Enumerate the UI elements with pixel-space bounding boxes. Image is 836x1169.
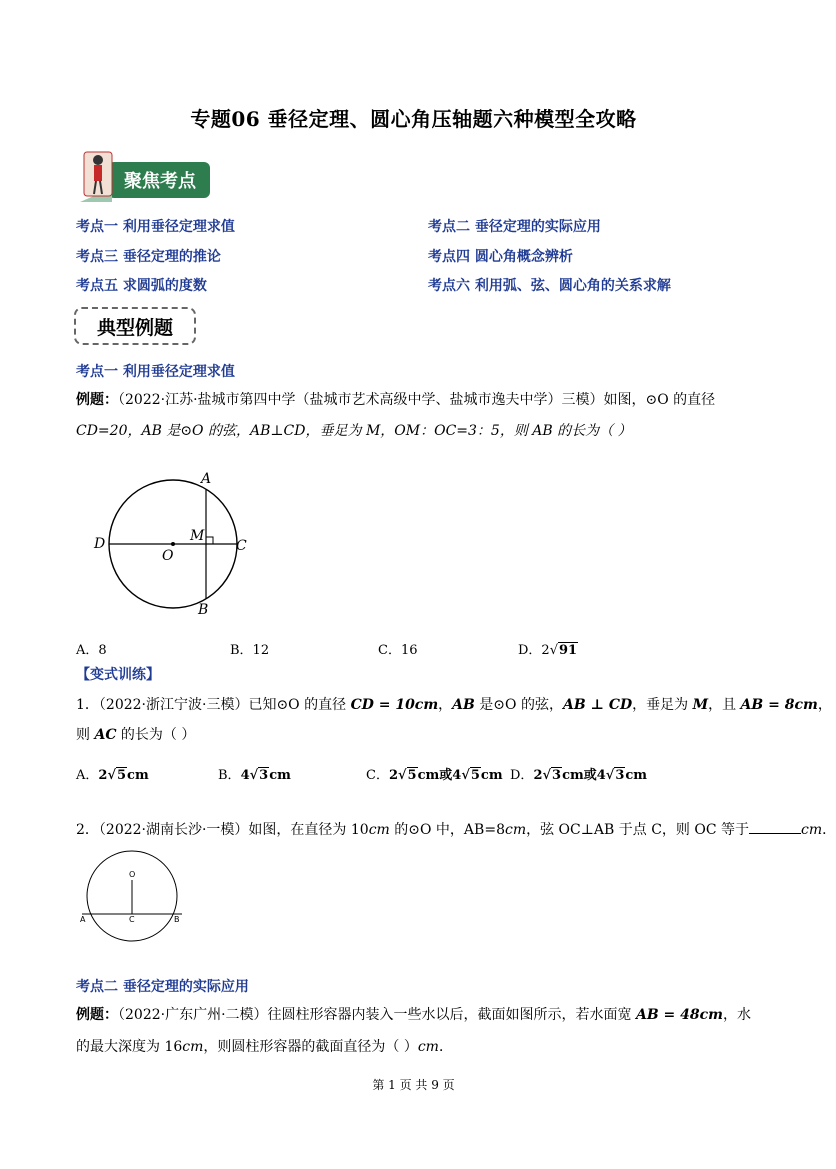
q1-option-b: B．4√3cm	[218, 768, 291, 783]
example-text-1: （2022·江苏·盐城市第四中学（盐城市艺术高级中学、盐城市逸夫中学）三模）如图，⊙O 的直径	[118, 392, 716, 408]
section2-heading: 考点二 垂径定理的实际应用	[76, 979, 249, 995]
q1-text-i: ，且	[708, 697, 741, 713]
q1-perp: AB ⊥ CD	[562, 697, 633, 713]
q2-cm3: cm	[801, 822, 823, 838]
toc-item-2: 考点二 垂径定理的实际应用	[428, 219, 601, 235]
q1-option-d-unit: cm	[625, 768, 648, 783]
toc-item-6: 考点六 利用弧、弦、圆心角的关系求解	[428, 278, 671, 294]
q1-option-a-unit: cm	[127, 768, 149, 783]
q1-text-c: ，	[438, 697, 453, 713]
q1-text-e: 是⊙O 的弦，	[474, 697, 563, 713]
q1-option-d-pre2: 4	[596, 768, 606, 783]
q1-option-c-pre2: 4	[452, 768, 462, 783]
section1-heading: 考点一 利用垂径定理求值	[76, 364, 235, 380]
q1-option-c: C．2√5cm或4√5cm	[366, 768, 503, 783]
q1-ab: AB	[452, 697, 475, 713]
option-a: A．8	[76, 643, 107, 658]
focus-badge-label: 聚焦考点	[124, 171, 196, 192]
q1-line2-c: 的长为（ ）	[116, 727, 196, 743]
toc-item-3: 考点三 垂径定理的推论	[76, 249, 221, 265]
q1-option-b-unit: cm	[269, 768, 291, 783]
fig2-label-o: O	[129, 870, 136, 879]
q1-text-g: ，垂足为	[632, 697, 693, 713]
q1-option-d-label: D．	[510, 768, 534, 783]
section2-end: ．	[438, 1039, 453, 1055]
section2-example-line2	[76, 1037, 453, 1057]
q1-option-d-rad2: 3	[615, 768, 625, 783]
fig1-label-o: O	[162, 548, 174, 564]
fig1-label-c: C	[236, 538, 247, 554]
q2-cm1: cm	[368, 822, 390, 838]
q1-option-a-rad: 5	[116, 768, 127, 783]
q1-text-k: ，	[817, 697, 832, 713]
q1-num: 1．	[76, 697, 99, 713]
q1-line2	[76, 725, 195, 745]
section2-text-a: （2022·广东广州·二模）往圆柱形容器内装入一些水以后，截面如图所示，若水面宽	[118, 1007, 636, 1023]
q1-option-b-rad: 3	[259, 768, 269, 783]
q2-answer-blank	[749, 821, 801, 834]
q1-option-d: D．2√3cm或4√3cm	[510, 768, 648, 783]
section2-example-line1	[76, 1005, 751, 1025]
q1-option-a-label: A．	[76, 768, 99, 783]
q2-end: ．	[822, 822, 836, 838]
q2-cm2: cm	[504, 822, 527, 838]
q1-option-c-label: C．	[366, 768, 389, 783]
option-b: B．12	[230, 643, 270, 658]
fig1-label-b: B	[198, 602, 209, 618]
q2-text-b: 的⊙O 中，AB=8	[389, 822, 505, 838]
page-footer: 第 1 页 共 9 页	[372, 1078, 455, 1092]
toc-item-5: 考点五 求圆弧的度数	[76, 278, 207, 294]
q1-ab-value: AB = 8cm	[740, 697, 818, 713]
section2-cm1: cm	[182, 1039, 204, 1055]
fig1-label-a: A	[201, 471, 212, 487]
section1-example-line1	[76, 390, 715, 410]
section2-example-label: 例题：	[76, 1007, 118, 1023]
q1-option-b-label: B．	[218, 768, 241, 783]
variant-heading: 【变式训练】	[76, 667, 160, 683]
section2-text-c: ，水	[722, 1007, 751, 1023]
q1-option-b-pre: 4	[240, 768, 250, 783]
fig1-label-d: D	[94, 536, 106, 552]
q1-line1	[76, 695, 832, 715]
q1-option-c-rad1: 5	[407, 768, 417, 783]
focus-badge	[72, 148, 212, 204]
option-d-prefix: D．2	[518, 643, 550, 658]
q1-option-d-pre1: 2	[533, 768, 543, 783]
fig2-label-b: B	[174, 915, 180, 924]
example-label: 例题：	[76, 392, 118, 408]
section2-ab-value: AB = 48cm	[635, 1007, 723, 1023]
section2-line2-b: ，则圆柱形容器的截面直径为（ ）	[203, 1039, 418, 1055]
q1-option-d-mid: cm或	[562, 768, 597, 783]
q1-line2-a: 则	[76, 727, 95, 743]
q1-option-a: A．2√5cm	[76, 768, 149, 783]
q1-option-c-unit: cm	[480, 768, 503, 783]
q1-option-a-pre: 2	[98, 768, 108, 783]
figure-circle-chord-q2	[72, 848, 192, 948]
q1-option-d-rad1: 3	[552, 768, 562, 783]
section2-cm2: cm	[417, 1039, 439, 1055]
q2-line	[76, 820, 836, 840]
page-title: 专题06 垂径定理、圆心角压轴题六种模型全攻略	[190, 107, 637, 131]
fig1-label-m: M	[190, 528, 205, 544]
fig2-label-a: A	[80, 915, 86, 924]
q1-text-a: （2022·浙江宁波·三模）已知⊙O 的直径	[98, 697, 351, 713]
q1-m: M	[692, 697, 709, 713]
option-c: C．16	[378, 643, 418, 658]
q1-option-c-rad2: 5	[470, 768, 480, 783]
option-d: D．2√91	[518, 643, 578, 658]
fig2-label-c: C	[129, 915, 135, 924]
toc-item-4: 考点四 圆心角概念辨析	[428, 249, 573, 265]
q1-option-c-mid: cm或	[417, 768, 453, 783]
q1-option-c-pre1: 2	[388, 768, 398, 783]
option-d-radicand: 91	[559, 643, 578, 658]
examples-badge: 典型例题	[74, 307, 196, 345]
q1-ac: AC	[94, 727, 117, 743]
section1-example-line2: CD=20，AB 是⊙O 的弦，AB⊥CD，垂足为 M，OM：OC=3：5，则 AB 的长为（ ）	[76, 423, 632, 439]
toc-item-1: 考点一 利用垂径定理求值	[76, 219, 235, 235]
q2-text-a: 2．（2022·湖南长沙·一模）如图，在直径为 10	[76, 822, 369, 838]
q2-text-c: ，弦 OC⊥AB 于点 C，则 OC 等于	[526, 822, 750, 838]
q1-cd-value: CD = 10cm	[350, 697, 439, 713]
figure-circle-diameter-chord	[88, 466, 258, 622]
section2-line2-a: 的最大深度为 16	[76, 1039, 183, 1055]
